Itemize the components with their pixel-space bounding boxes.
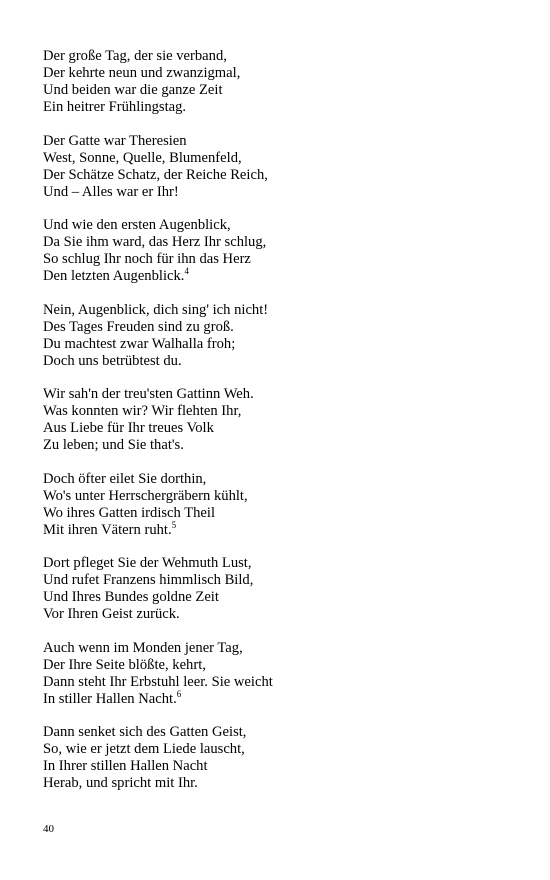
- verse-line: [43, 572, 523, 589]
- verse-text: Den letzten Augenblick.: [43, 268, 185, 284]
- verse-line: [43, 251, 523, 268]
- verse-text: Der kehrte neun und zwanzigmal,: [43, 65, 241, 81]
- stanza: [43, 471, 523, 539]
- verse-text: Herab, und spricht mit Ihr.: [43, 775, 198, 791]
- footnote-marker[interactable]: 5: [171, 519, 177, 530]
- verse-line: [43, 555, 523, 572]
- stanza: [43, 724, 523, 792]
- verse-line: [43, 353, 523, 370]
- verse-text: Da Sie ihm ward, das Herz Ihr schlug,: [43, 234, 267, 250]
- verse-line: [43, 505, 523, 522]
- verse-text: Mit ihren Vätern ruht.: [43, 521, 172, 538]
- verse-line: [43, 640, 523, 657]
- verse-text: So schlug Ihr noch für ihn das Herz: [43, 251, 251, 267]
- verse-line: [43, 519, 523, 539]
- verse-text: So, wie er jetzt dem Liede lauscht,: [43, 741, 245, 757]
- verse-text: Der Schätze Schatz, der Reiche Reich,: [43, 166, 268, 183]
- verse-line: [43, 302, 523, 319]
- verse-line: [43, 775, 523, 792]
- verse-text: Wir sah'n der treu'sten Gattinn Weh.: [43, 386, 254, 402]
- stanza: [43, 48, 523, 116]
- verse-text: Vor Ihren Geist zurück.: [43, 606, 180, 622]
- verse-line: [43, 150, 523, 167]
- verse-text: Der große Tag, der sie verband,: [43, 48, 227, 64]
- verse-text: Und beiden war die ganze Zeit: [43, 82, 223, 98]
- verse-text: Dort pfleget Sie der Wehmuth Lust,: [43, 555, 252, 571]
- verse-text: Wo ihres Gatten irdisch Theil: [43, 504, 216, 521]
- verse-text: In stiller Hallen Nacht.: [43, 690, 177, 707]
- verse-line: [43, 99, 523, 116]
- verse-line: [43, 319, 523, 336]
- stanza: [43, 386, 523, 454]
- verse-line: [43, 688, 523, 708]
- stanza: [43, 217, 523, 285]
- verse-line: [43, 589, 523, 606]
- verse-line: [43, 403, 523, 420]
- verse-text: Doch öfter eilet Sie dorthin,: [43, 470, 207, 487]
- verse-line: [43, 133, 523, 150]
- verse-line: [43, 606, 523, 623]
- verse-text: Und – Alles war er Ihr!: [43, 183, 179, 200]
- verse-line: [43, 437, 523, 454]
- verse-text: Und wie den ersten Augenblick,: [43, 217, 231, 233]
- stanza: [43, 555, 523, 623]
- verse-line: [43, 184, 523, 201]
- verse-line: [43, 488, 523, 505]
- verse-text: Doch uns betrübtest du.: [43, 352, 182, 369]
- verse-text: Des Tages Freuden sind zu groß.: [43, 318, 234, 335]
- verse-line: [43, 82, 523, 99]
- verse-text: Dann steht Ihr Erbstuhl leer. Sie weicht: [43, 673, 273, 690]
- footnote-marker[interactable]: 6: [176, 688, 182, 699]
- page-number: 40: [43, 823, 54, 835]
- verse-text: Was konnten wir? Wir flehten Ihr,: [43, 403, 242, 419]
- verse-line: [43, 657, 523, 674]
- verse-line: [43, 217, 523, 234]
- verse-text: Zu leben; und Sie that's.: [43, 437, 184, 453]
- verse-text: Du machtest zwar Walhalla froh;: [43, 335, 236, 352]
- verse-line: [43, 471, 523, 488]
- verse-text: Der Ihre Seite blößte, kehrt,: [43, 656, 206, 673]
- verse-line: [43, 758, 523, 775]
- footnote-marker[interactable]: 4: [184, 266, 189, 276]
- verse-text: In Ihrer stillen Hallen Nacht: [43, 758, 208, 774]
- verse-line: [43, 336, 523, 353]
- verse-line: [43, 167, 523, 184]
- verse-line: [43, 65, 523, 82]
- verse-line: [43, 48, 523, 65]
- verse-line: [43, 268, 523, 285]
- stanza: [43, 302, 523, 370]
- verse-line: [43, 386, 523, 403]
- verse-line: [43, 674, 523, 691]
- verse-text: Und Ihres Bundes goldne Zeit: [43, 589, 219, 605]
- verse-line: [43, 724, 523, 741]
- verse-text: Dann senket sich des Gatten Geist,: [43, 724, 247, 740]
- verse-text: Aus Liebe für Ihr treues Volk: [43, 420, 214, 436]
- stanza: [43, 640, 523, 708]
- verse-text: Wo's unter Herrschergräbern kühlt,: [43, 487, 248, 504]
- verse-line: [43, 741, 523, 758]
- verse-text: Ein heitrer Frühlingstag.: [43, 99, 187, 115]
- verse-line: [43, 420, 523, 437]
- verse-text: Nein, Augenblick, dich sing' ich nicht!: [43, 301, 269, 318]
- verse-text: Der Gatte war Theresien: [43, 132, 187, 149]
- verse-text: Und rufet Franzens himmlisch Bild,: [43, 572, 254, 588]
- verse-text: West, Sonne, Quelle, Blumenfeld,: [43, 149, 242, 166]
- verse-text: Auch wenn im Monden jener Tag,: [43, 639, 243, 656]
- verse-line: [43, 234, 523, 251]
- stanza: [43, 133, 523, 201]
- poem: [43, 48, 523, 809]
